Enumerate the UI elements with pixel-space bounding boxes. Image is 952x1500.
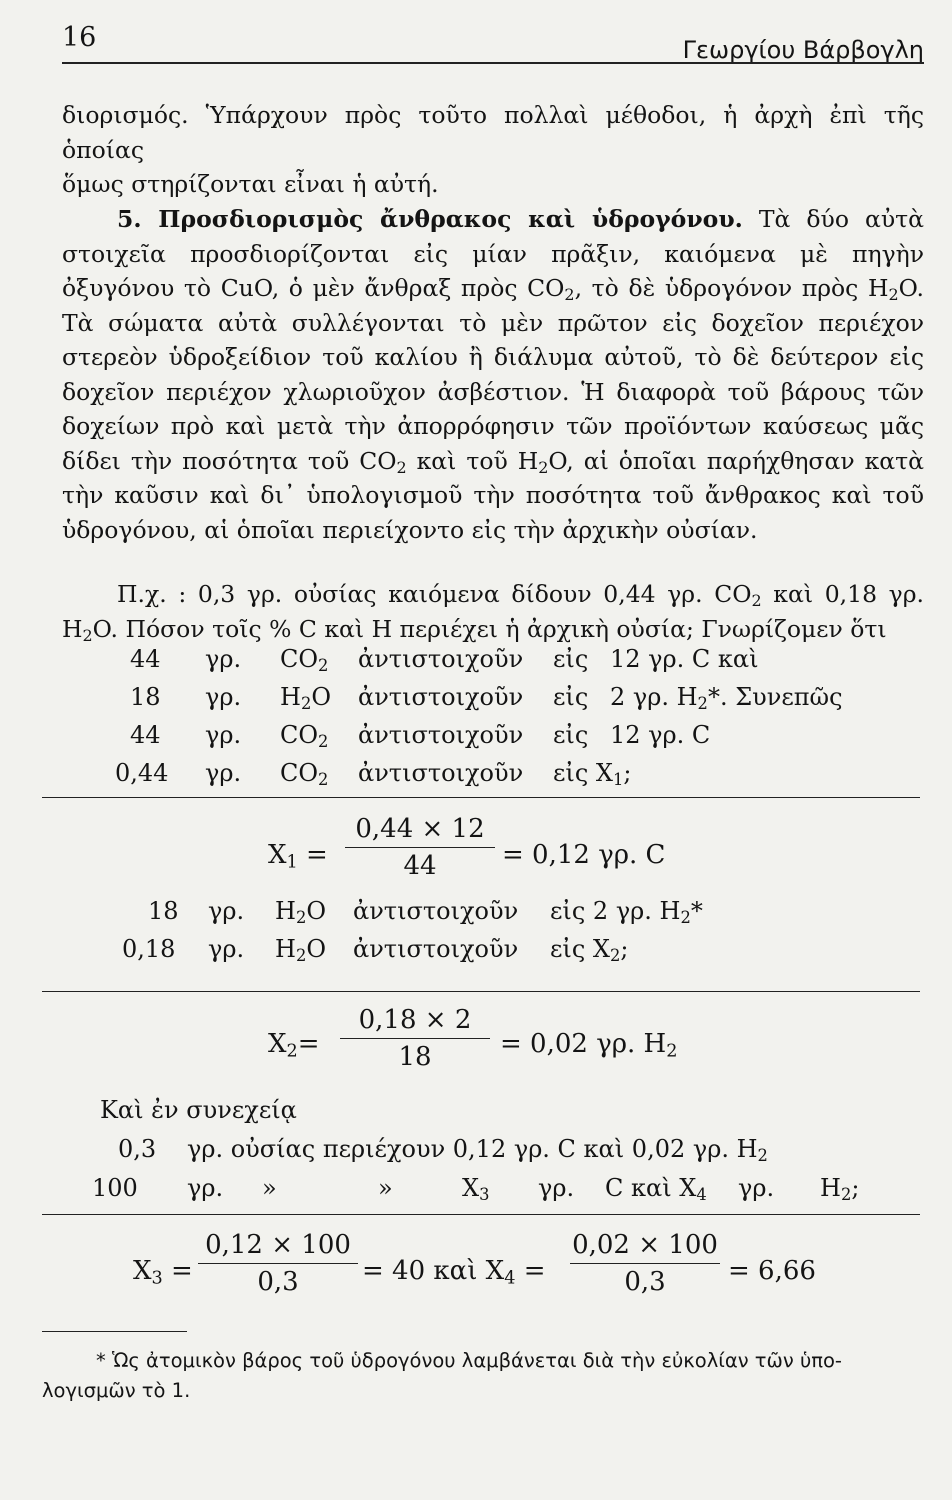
page-number: 16 — [62, 22, 97, 53]
footnote-line: λογισμῶν τὸ 1. — [42, 1379, 191, 1402]
text-line: διορισμός. Ὑπάρχουν πρὸς τοῦτο πολλαὶ μέθοδοι, ἡ ἀρχὴ ἐπὶ τῆς ὁποίας — [62, 101, 924, 164]
page-header — [62, 18, 924, 64]
fraction: 0,02 × 100 0,3 — [570, 1230, 720, 1297]
fraction: 0,12 × 100 0,3 — [198, 1230, 358, 1297]
paragraph-intro — [62, 98, 924, 202]
footnote-rule — [42, 1331, 187, 1332]
equation-x3-x4: $X_3$ = 0,12 × 100 0,3 = 40 καὶ $X_4$ = 0,02 × 100 0,3 = 6,66 — [133, 1230, 816, 1297]
equation-x2: $X_2=$ 0,18 × 2 18 = 0,02 γρ. $H_2$ — [268, 1005, 678, 1072]
header-rule — [62, 62, 924, 64]
divider-rule — [42, 991, 920, 992]
text-line: Καὶ ἐν συνεχείᾳ — [100, 1096, 297, 1124]
footnote-line: * Ὡς ἀτομικὸν βάρος τοῦ ὑδρογόνου λαμβάνεται διὰ τὴν εὐκολίαν τῶν ὑπο- — [96, 1349, 842, 1372]
divider-rule — [42, 797, 920, 798]
equation-x1: $X_1$ = 0,44 × 12 44 = 0,12 γρ. C — [268, 814, 666, 881]
book-page: 16 Γεωργίου Βάρβογλη διορισμός. Ὑπάρχουν πρὸς τοῦτο πολλαὶ μέθοδοι, ἡ ἀρχὴ ἐπὶ τῆς ὁποίας ὅμως στηρίζονται εἶναι ἡ αὐτή. 5. Προσδιορισμὸς ἄνθρακος καὶ ὑδρογόνου. Τὰ δύο αὐτὰ στοιχεῖα προσδιορίζονται εἰς μίαν πρᾶξιν, καιόμενα μὲ πηγὴν ὀξυγόνου τὸ CuO, ὁ μὲν ἄνθραξ πρὸς $CO_2$, τὸ δὲ ὑδρογόνον πρὸς $H_2O$. Τὰ σώματα αὐτὰ συλλέγονται τὸ μὲν πρῶτον εἰς δοχεῖον περιέχον στερεὸν ὑδροξείδιον τοῦ καλίου ἢ διάλυμα αὐτοῦ, τὸ δὲ δεύτερον εἰς δοχεῖον περιέχον χλωριοῦχον ἀσβέστιον. Ἡ διαφορὰ τοῦ βάρους τῶν δοχείων πρὸ καὶ μετὰ τὴν ἀπορρόφησιν τῶν προϊόντων καύσεως μᾶς δίδει τὴν ποσότητα τοῦ $CO_2$ καὶ τοῦ $H_2O$, αἱ ὁποῖαι παρήχθησαν κατὰ τὴν καῦσιν καὶ δι᾽ ὑπολογισμοῦ τὴν ποσότητα τοῦ ἄνθρακος καὶ τοῦ ὑδρογόνου, αἱ ὁποῖαι περιείχοντο εἰς τὴν ἀρχικὴν οὐσίαν. Π.χ. : 0,3 γρ. οὐσίας καιόμενα δίδουν 0,44 γρ. $CO_2$ καὶ 0,18 γρ. $H_2O$. Πόσον τοῖς % C καὶ H περιέχει ἡ ἀρχικὴ οὐσία; Γνωρίζομεν ὅτι 44 γρ. $CO_2$ ἀντιστοιχοῦν εἰς 12 γρ. C καὶ 18 γρ. $H_2O$ ἀντιστοιχοῦν εἰς 2 γρ. $H_2*$. Συνεπῶς 44 γρ. $CO_2$ ἀντιστοιχοῦν εἰς 12 γρ. C 0,44 γρ. $CO_2$ ἀντιστοιχοῦν εἰς $X_1$; $X_1$ = 0,44 × 12 44 = 0,12 γρ. C 18 γρ. $H_2O$ ἀντιστοιχοῦν εἰς 2 γρ. $H_2*$ 0,18 γρ. $H_2O$ ἀντιστοιχοῦν εἰς $X_2$; $X_2=$ 0,18 × 2 18 = 0,02 γρ. $H_2$ Καὶ ἐν συνεχείᾳ 0,3 γρ. οὐσίας περιέχουν 0,12 γρ. C καὶ 0,02 γρ. $H_2$ 100 γρ. » » $X_3$ γρ. C καὶ $X_4$ γρ. $H_2$; $X_3$ = 0,12 × 100 0,3 = 40 καὶ $X_4$ = 0,02 × 100 0,3 = 6,66 * Ὡς ἀτομικὸν βάρος τοῦ ὑδρογόνου λαμβάνεται διὰ τὴν εὐκολίαν τῶν ὑπο- λογισμῶν τὸ 1. — [0, 0, 952, 1500]
fraction: 0,44 × 12 44 — [345, 814, 495, 881]
running-head: Γεωργίου Βάρβογλη — [682, 36, 924, 64]
fraction: 0,18 × 2 18 — [340, 1005, 490, 1072]
text-line: ὅμως στηρίζονται εἶναι ἡ αὐτή. — [62, 170, 439, 198]
footnote — [42, 1346, 924, 1406]
example-paragraph: Π.χ. : 0,3 γρ. οὐσίας καιόμενα δίδουν 0,44 γρ. $CO_2$ καὶ 0,18 γρ. $H_2O$. Πόσον τοῖς % C καὶ H περιέχει ἡ ἀρχικὴ οὐσία; Γνωρίζομεν ὅτι — [62, 580, 924, 645]
divider-rule — [42, 1214, 920, 1215]
section-5-paragraph: 5. Προσδιορισμὸς ἄνθρακος καὶ ὑδρογόνου. Τὰ δύο αὐτὰ στοιχεῖα προσδιορίζονται εἰς μίαν πρᾶξιν, καιόμενα μὲ πηγὴν ὀξυγόνου τὸ CuO, ὁ μὲν ἄνθραξ πρὸς $CO_2$, τὸ δὲ ὑδρογόνον πρὸς $H_2O$. Τὰ σώματα αὐτὰ συλλέγονται τὸ μὲν πρῶτον εἰς δοχεῖον περιέχον στερεὸν ὑδροξείδιον τοῦ καλίου ἢ διάλυμα αὐτοῦ, τὸ δὲ δεύτερον εἰς δοχεῖον περιέχον χλωριοῦχον ἀσβέστιον. Ἡ διαφορὰ τοῦ βάρους τῶν δοχείων πρὸ καὶ μετὰ τὴν ἀπορρόφησιν τῶν προϊόντων καύσεως μᾶς δίδει τὴν ποσότητα τοῦ $CO_2$ καὶ τοῦ $H_2O$, αἱ ὁποῖαι παρήχθησαν κατὰ τὴν καῦσιν καὶ δι᾽ ὑπολογισμοῦ τὴν ποσότητα τοῦ ἄνθρακος καὶ τοῦ ὑδρογόνου, αἱ ὁποῖαι περιείχοντο εἰς τὴν ἀρχικὴν οὐσίαν. — [62, 205, 924, 544]
section-title: 5. Προσδιορισμὸς ἄνθρακος καὶ ὑδρογόνου. — [117, 205, 743, 233]
